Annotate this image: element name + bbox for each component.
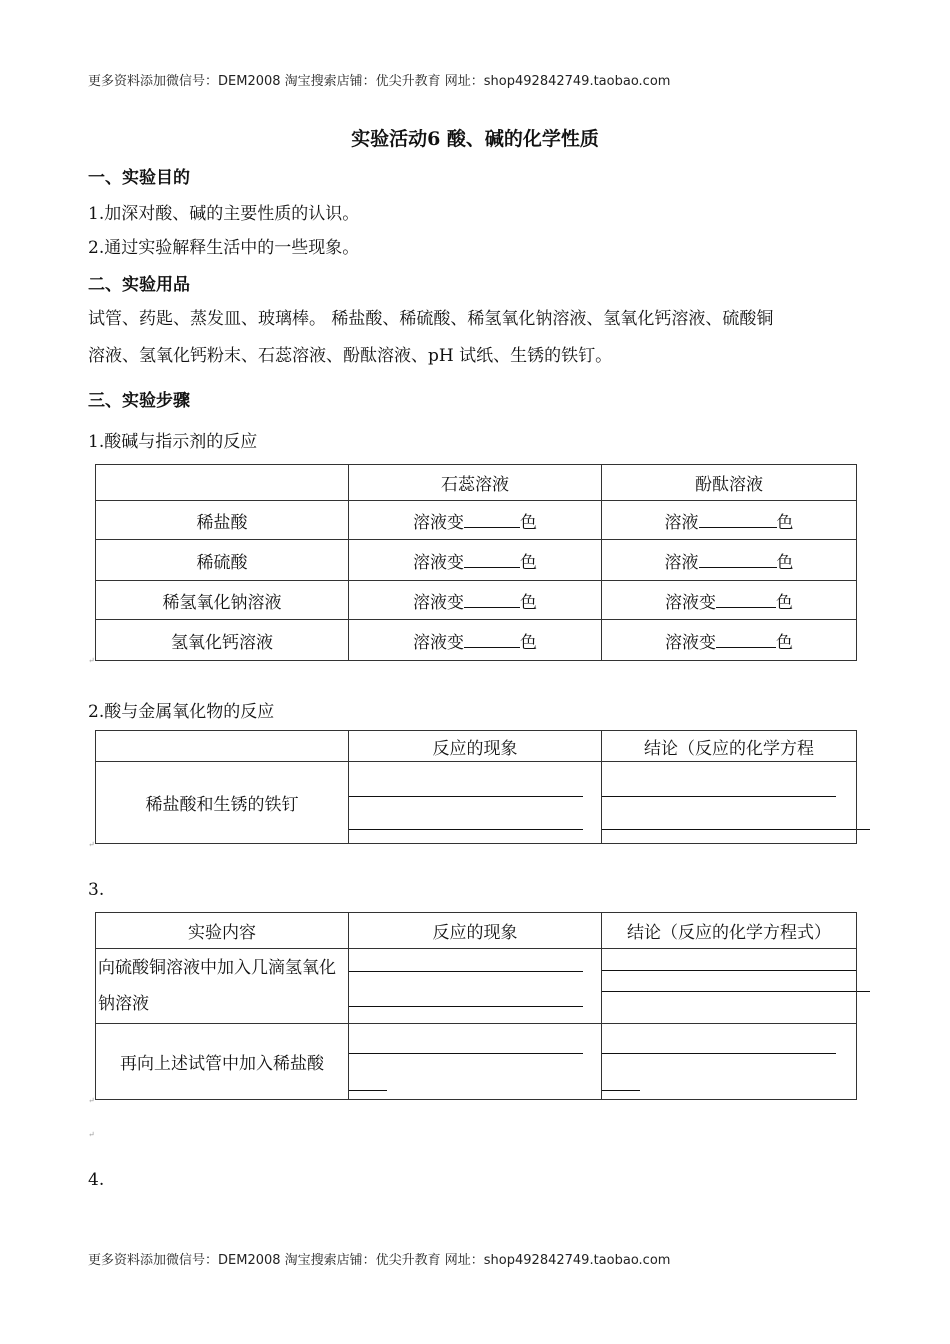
row-label: 稀硫酸 [96, 540, 349, 581]
answer-line[interactable] [602, 971, 870, 992]
blank-field[interactable] [464, 510, 520, 528]
objective-2: 2.通过实验解释生活中的一些现象。 [88, 238, 360, 258]
step-1-title: 1.酸碱与指示剂的反应 [88, 432, 258, 452]
blank-field[interactable] [464, 590, 520, 608]
table-row: 稀氢氧化钠溶液 溶液变 色 溶液变 色 [96, 581, 857, 620]
section1-heading: 一、实验目的 [88, 168, 190, 188]
step-4-title: 4. [88, 1170, 105, 1190]
page-header: 更多资料添加微信号：DEM2008 淘宝搜索店铺：优尖升教育 网址：shop492842749.taobao.com [88, 74, 671, 89]
answer-line[interactable] [349, 986, 583, 1007]
table-row: 稀硫酸 溶液变 色 溶液 色 [96, 540, 857, 581]
blank-field[interactable] [699, 550, 777, 568]
blank-field[interactable] [464, 630, 520, 648]
page-title: 实验活动6 酸、碱的化学性质 [351, 128, 599, 150]
table1-header-litmus: 石蕊溶液 [349, 465, 602, 501]
row-label: 向硫酸铜溶液中加入几滴氢氧化钠溶液 [96, 949, 349, 1024]
blank-field[interactable] [699, 510, 777, 528]
answer-line[interactable] [349, 778, 583, 797]
materials-line-1: 试管、药匙、蒸发皿、玻璃棒。 稀盐酸、稀硫酸、稀氢氧化钠溶液、氢氧化钙溶液、硫酸铜 [88, 309, 774, 329]
answer-line[interactable] [349, 811, 583, 830]
table-row: 稀盐酸 溶液变 色 溶液 色 [96, 501, 857, 540]
answer-line[interactable] [602, 1074, 640, 1091]
table-row: 氢氧化钙溶液 溶液变 色 溶液变 色 [96, 620, 857, 661]
paragraph-mark: ↵ [88, 656, 95, 665]
indicator-table [95, 464, 857, 661]
paragraph-mark: ↵ [88, 1130, 95, 1139]
blank-field[interactable] [716, 630, 776, 648]
blank-field[interactable] [464, 550, 520, 568]
section2-heading: 二、实验用品 [88, 275, 190, 295]
step-3-title: 3. [88, 880, 105, 900]
page-footer: 更多资料添加微信号：DEM2008 淘宝搜索店铺：优尖升教育 网址：shop492842749.taobao.com [88, 1253, 671, 1268]
table3-header-content: 实验内容 [96, 913, 349, 949]
step-2-title: 2.酸与金属氧化物的反应 [88, 702, 275, 722]
metal-oxide-table [95, 730, 857, 844]
answer-line[interactable] [349, 1074, 387, 1091]
row-label: 氢氧化钙溶液 [96, 620, 349, 661]
row-label: 稀盐酸和生锈的铁钉 [96, 762, 349, 844]
section3-heading: 三、实验步骤 [88, 391, 190, 411]
answer-line[interactable] [602, 950, 856, 971]
table2-header-conclusion: 结论（反应的化学方程 [602, 731, 857, 762]
paragraph-mark: ↵ [88, 1096, 95, 1105]
answer-line[interactable] [602, 778, 836, 797]
materials-line-2: 溶液、氢氧化钙粉末、石蕊溶液、酚酞溶液、pH 试纸、生锈的铁钉。 [88, 346, 613, 366]
answer-line[interactable] [349, 951, 583, 972]
answer-line[interactable] [349, 1033, 583, 1054]
row-label: 再向上述试管中加入稀盐酸 [96, 1024, 349, 1100]
table1-header-phenolphthalein: 酚酞溶液 [602, 465, 857, 501]
table2-header-phenomenon: 反应的现象 [349, 731, 602, 762]
table3-header-phenomenon: 反应的现象 [349, 913, 602, 949]
copper-sulfate-table [95, 912, 857, 1100]
answer-line[interactable] [602, 1033, 836, 1054]
objective-1: 1.加深对酸、碱的主要性质的认识。 [88, 204, 360, 224]
paragraph-mark: ↵ [88, 840, 95, 849]
row-label: 稀盐酸 [96, 501, 349, 540]
table1-header-empty [96, 465, 349, 501]
table3-header-conclusion: 结论（反应的化学方程式） [602, 913, 857, 949]
row-label: 稀氢氧化钠溶液 [96, 581, 349, 620]
blank-field[interactable] [716, 590, 776, 608]
answer-line[interactable] [602, 811, 870, 830]
